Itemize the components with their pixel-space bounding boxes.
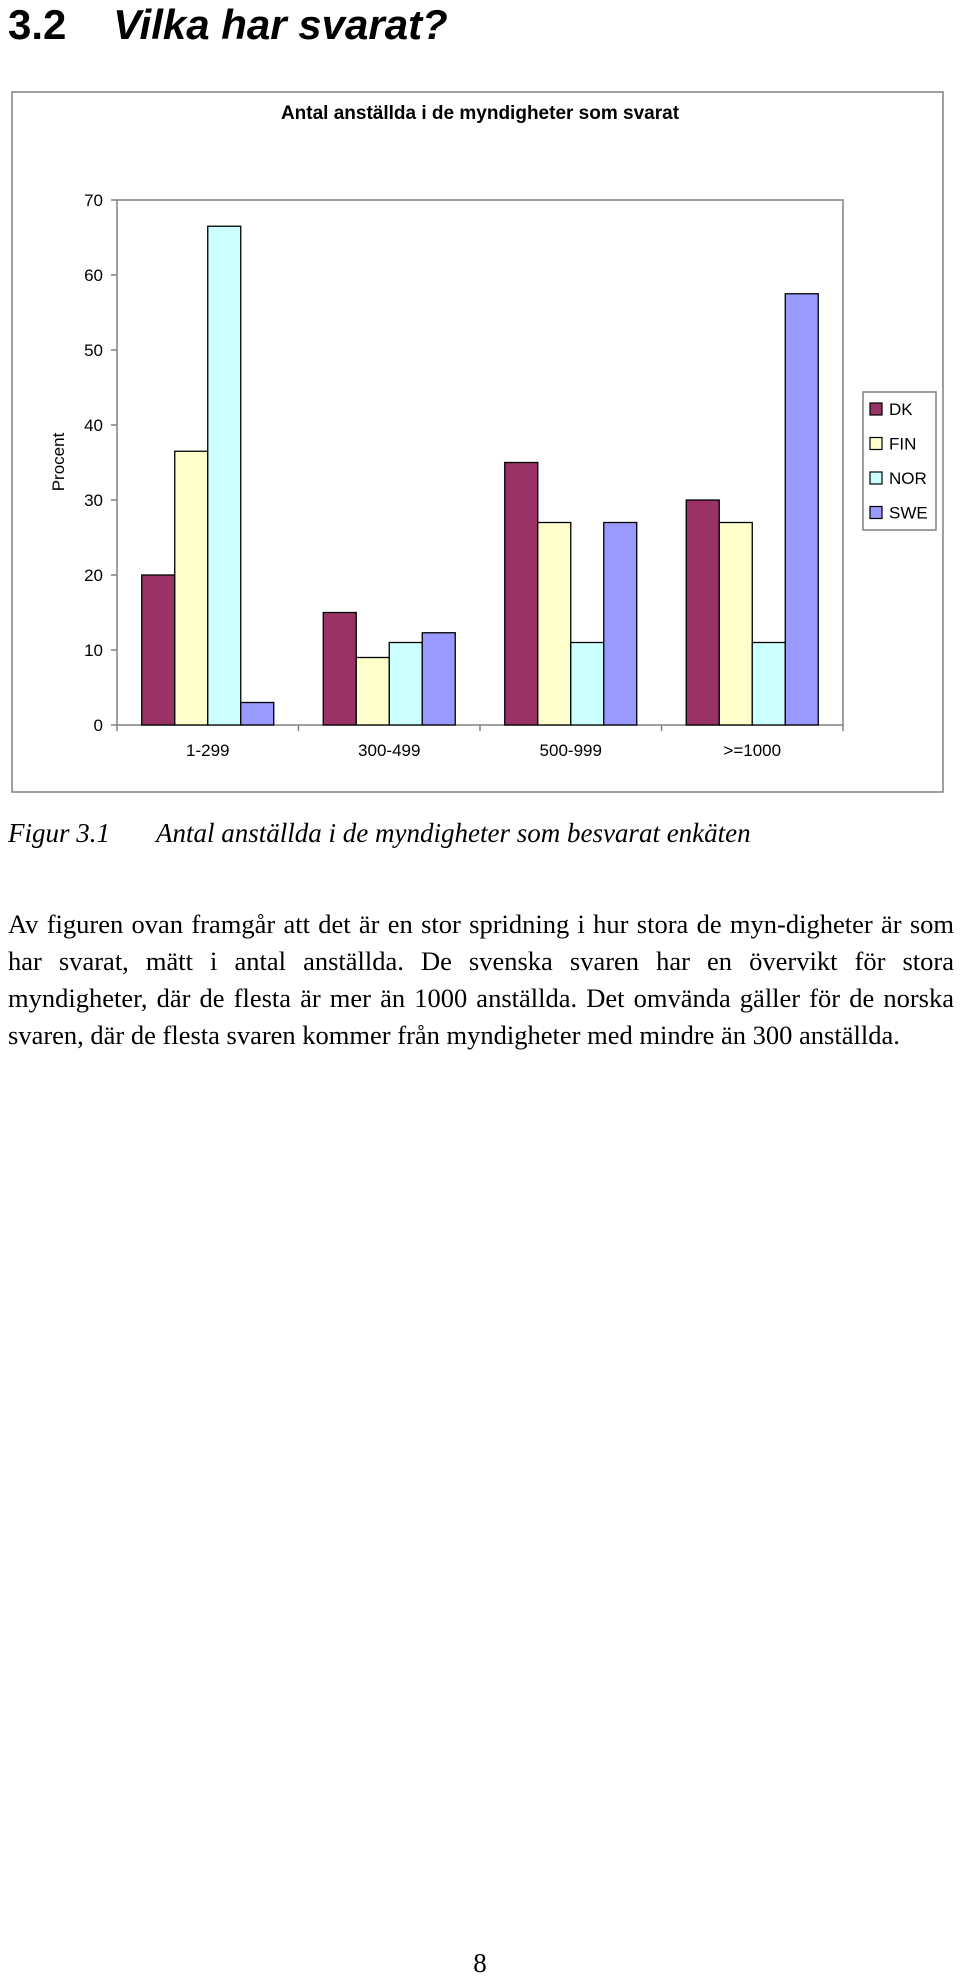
page-number: 8 [473, 1948, 487, 1978]
bar-dk-1 [142, 575, 175, 725]
bar-nor-3 [571, 643, 604, 726]
y-axis-label: Procent [49, 432, 68, 492]
bar-swe-2 [422, 633, 455, 725]
section-title: Vilka har svarat? [113, 1, 448, 48]
bar-dk-4 [686, 500, 719, 725]
legend-label-swe: SWE [889, 503, 928, 523]
bar-dk-3 [505, 463, 538, 726]
y-tick-label: 40 [84, 416, 103, 435]
caption-text: Antal anställda i de myndigheter som besvarat enkäten [156, 818, 751, 848]
x-tick-label: 300-499 [358, 741, 421, 760]
bar-fin-4 [719, 523, 752, 726]
figure-caption [8, 818, 751, 849]
legend-swatch-swe [870, 507, 882, 519]
caption-label: Figur 3.1 [8, 818, 111, 848]
y-tick-label: 0 [93, 716, 103, 735]
x-tick-label: >=1000 [723, 741, 782, 760]
legend-label-dk: DK [889, 400, 913, 419]
x-tick-label: 500-999 [539, 741, 602, 760]
section-number: 3.2 [8, 1, 67, 48]
bar-swe-1 [241, 703, 274, 726]
x-tick-label: 1-299 [186, 741, 230, 760]
legend-swatch-nor [870, 472, 882, 484]
bar-dk-2 [323, 613, 356, 726]
y-tick-label: 30 [84, 491, 103, 510]
legend-label-nor: NOR [889, 469, 927, 488]
bar-chart [0, 0, 960, 800]
legend-swatch-fin [870, 438, 882, 450]
y-tick-label: 50 [84, 341, 103, 360]
legend-swatch-dk [870, 403, 882, 415]
legend [863, 392, 936, 530]
bar-nor-2 [389, 643, 422, 726]
bar-fin-1 [175, 451, 208, 725]
bar-nor-4 [752, 643, 785, 726]
bar-nor-1 [208, 226, 241, 725]
chart-title: Antal anställda i de myndigheter som svarat [280, 103, 680, 124]
bar-fin-2 [356, 658, 389, 726]
y-tick-label: 10 [84, 641, 103, 660]
y-tick-label: 20 [84, 566, 103, 585]
bar-fin-3 [538, 523, 571, 726]
y-tick-label: 60 [84, 266, 103, 285]
legend-label-fin: FIN [889, 434, 917, 454]
bar-swe-4 [785, 294, 818, 725]
y-tick-label: 70 [84, 191, 103, 210]
body-paragraph: Av figuren ovan framgår att det är en stor spridning i hur stora de myn-digheter är som har svarat, mätt i antal anställda. De svenska svaren har en övervikt för stora myndigheter, där de flesta är mer än 1000 anställda. Det omvända gäller för de norska svaren, där de flesta svaren kommer från myndigheter med mindre än 300 anställda. [8, 909, 954, 1050]
bar-swe-3 [604, 523, 637, 726]
